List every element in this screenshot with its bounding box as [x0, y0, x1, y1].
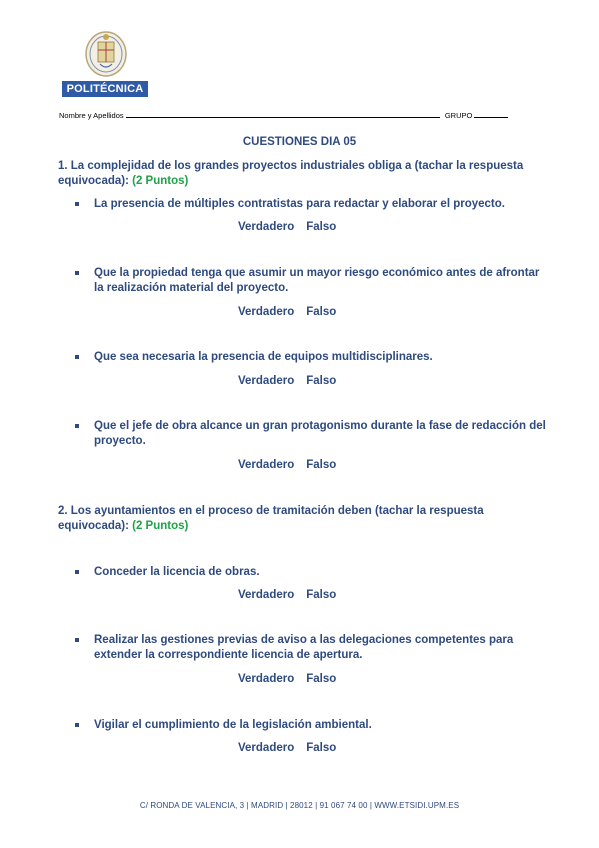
verdadero-option[interactable]: Verdadero	[238, 221, 295, 233]
falso-option[interactable]: Falso	[306, 673, 337, 685]
verdadero-option[interactable]: Verdadero	[238, 589, 295, 601]
item-text: Realizar las gestiones previas de aviso a las delegaciones competentes para extender la correspondiente licencia de apertura.	[94, 634, 514, 661]
group-field[interactable]	[474, 110, 508, 118]
list-item	[75, 718, 550, 733]
verdadero-option[interactable]: Verdadero	[238, 742, 295, 754]
group-label: GRUPO	[444, 111, 473, 120]
list-item	[75, 633, 550, 663]
question-points: (2 Puntos)	[132, 175, 189, 187]
question-2	[58, 504, 548, 534]
item-text: Que sea necesaria la presencia de equipos multidisciplinares.	[94, 351, 433, 363]
item-text: Que el jefe de obra alcance un gran protagonismo durante la fase de redacción del proyecto.	[94, 420, 546, 447]
list-item	[75, 565, 550, 580]
falso-option[interactable]: Falso	[306, 306, 337, 318]
item-text: Vigilar el cumplimiento de la legislación ambiental.	[94, 719, 372, 731]
true-false-choice	[238, 589, 336, 601]
question-text: 1. La complejidad de los grandes proyectos industriales obliga a (tachar la respuesta equivocada):	[58, 160, 524, 187]
bullet-icon	[75, 723, 79, 727]
falso-option[interactable]: Falso	[306, 375, 337, 387]
true-false-choice	[238, 459, 336, 471]
true-false-choice	[238, 673, 336, 685]
verdadero-option[interactable]: Verdadero	[238, 673, 295, 685]
item-text: Conceder la licencia de obras.	[94, 566, 260, 578]
true-false-choice	[238, 306, 336, 318]
page-title: CUESTIONES DIA 05	[242, 136, 357, 148]
falso-option[interactable]: Falso	[306, 459, 337, 471]
bullet-icon	[75, 638, 79, 642]
upm-seal-icon	[84, 30, 128, 80]
true-false-choice	[238, 742, 336, 754]
list-item	[75, 266, 550, 296]
list-item	[75, 197, 550, 212]
verdadero-option[interactable]: Verdadero	[238, 375, 295, 387]
upm-logo	[62, 30, 148, 98]
question-1	[58, 159, 548, 189]
bullet-icon	[75, 424, 79, 428]
falso-option[interactable]: Falso	[306, 742, 337, 754]
true-false-choice	[238, 221, 336, 233]
logo-wordmark: POLITÉCNICA	[62, 81, 148, 97]
name-group-line	[59, 110, 535, 120]
list-item	[75, 419, 550, 449]
bullet-icon	[75, 355, 79, 359]
name-label: Nombre y Apellidos	[59, 111, 124, 120]
falso-option[interactable]: Falso	[306, 589, 337, 601]
question-points: (2 Puntos)	[132, 520, 189, 532]
bullet-icon	[75, 202, 79, 206]
falso-option[interactable]: Falso	[306, 221, 337, 233]
list-item	[75, 350, 550, 365]
page-footer: C/ RONDA DE VALENCIA, 3 | MADRID | 28012 | 91 067 74 00 | WWW.ETSIDI.UPM.ES	[139, 801, 460, 810]
item-text: Que la propiedad tenga que asumir un mayor riesgo económico antes de afrontar la realización material del proyecto.	[94, 267, 540, 294]
verdadero-option[interactable]: Verdadero	[238, 306, 295, 318]
name-field[interactable]	[126, 110, 440, 118]
bullet-icon	[75, 271, 79, 275]
verdadero-option[interactable]: Verdadero	[238, 459, 295, 471]
bullet-icon	[75, 570, 79, 574]
true-false-choice	[238, 375, 336, 387]
question-text: 2. Los ayuntamientos en el proceso de tramitación deben (tachar la respuesta equivocada):	[58, 505, 484, 532]
item-text: La presencia de múltiples contratistas para redactar y elaborar el proyecto.	[94, 198, 505, 210]
